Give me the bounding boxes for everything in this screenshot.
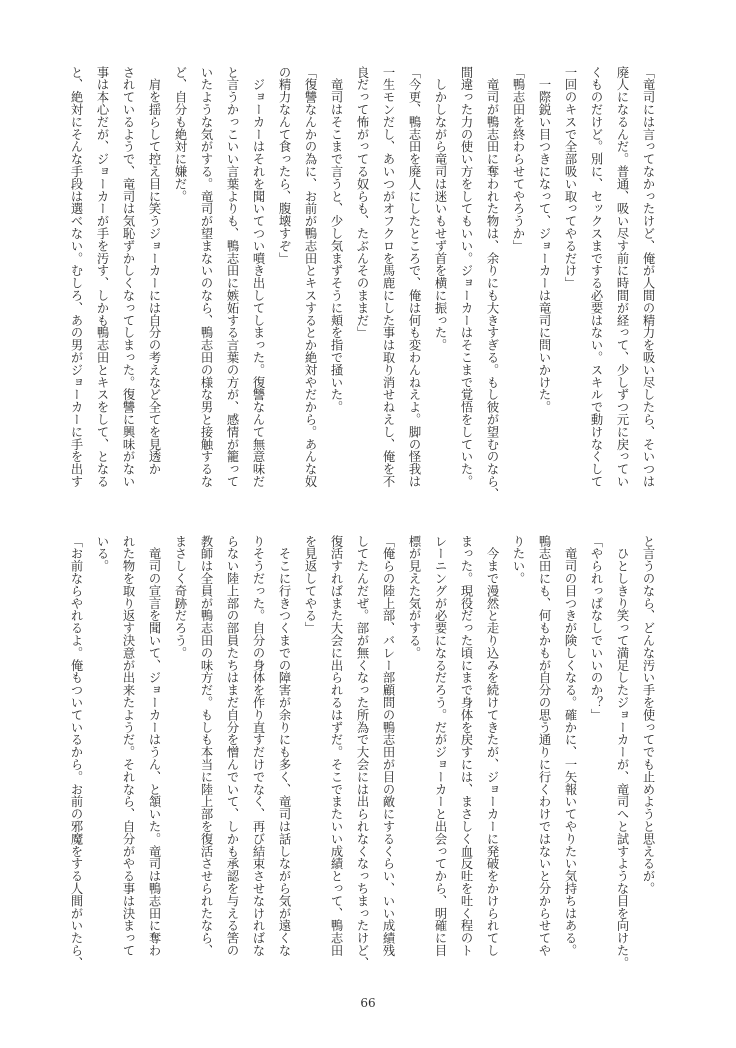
text-line: 「復讐なんかの為に、お前が鴨志田とキスするとか絶対やだから。あんな奴: [303, 66, 317, 488]
text-line: してたんだぜ。部が無くなった所為で大会には出られなくなっちまったけど、: [355, 535, 369, 969]
text-line: まさしく奇跡だろう。: [173, 535, 187, 659]
text-line: しかしながら竜司は迷いもせず首を横に振った。: [433, 66, 447, 352]
text-line: そこに行きつくまでの障害が余りにも多く、竜司は話しながら気が遠くな: [277, 535, 291, 957]
text-line: ど、自分も絶対に嫌だ。: [173, 66, 187, 203]
text-line: 間違った力の使い方をしてもいい。ジョーカーはそこまで覚悟をしていた。: [459, 66, 473, 488]
text-line: されているようで、竜司は気恥ずかしくなってしまった。復讐に興味がない: [121, 66, 135, 488]
text-line: 事は本心だが、ジョーカーが手を汚す、しかも鴨志田とキスをして、となる: [95, 66, 109, 488]
text-line: 「やられっぱなしでいいのか？」: [589, 535, 603, 721]
text-line: を見返してやる」: [303, 535, 317, 635]
text-line: 竜司の宣言を聞いて、ジョーカーはうん、と頷いた。竜司は鴨志田に奪わ: [147, 535, 161, 957]
text-line: いたような気がする。竜司が望まないのなら、鴨志田の様な男と接触するな: [199, 66, 213, 488]
text-block-bottom: [63, 535, 661, 975]
text-line: 良だって怖がってる奴らも、たぶんそのままだ」: [355, 66, 369, 339]
text-line: らない陸上部の部員たちはまだ自分を憎んでいて、しかも承認を与える筈の: [225, 535, 239, 957]
text-line: くものだけど。別に、セックスまでする必要はない。スキルで動けなくして: [589, 66, 603, 488]
text-line: 竜司の目つきが険しくなる。確かに、一矢報いてやりたい気持ちはある。: [563, 535, 577, 957]
text-line: 一際鋭い目つきになって、ジョーカーは竜司に問いかけた。: [537, 66, 551, 414]
text-line: 竜司はそこまで言うと、少し気まずそうに頬を指で掻いた。: [329, 66, 343, 414]
text-line: と言うのなら、どんな汚い手を使ってでも止めようと思えるが。: [641, 535, 655, 895]
text-line: いる。: [95, 535, 109, 573]
text-line: 教師は全員が鴨志田の味方だ。もしも本当に陸上部を復活させられたなら、: [199, 535, 213, 957]
text-line: 標が見えた気がする。: [407, 535, 421, 659]
page-number: 66: [360, 996, 376, 1010]
text-line: 竜司が鴨志田に奪われた物は、余りにも大きすぎる。もし彼が望むのなら、: [485, 66, 499, 500]
text-line: と言うかっこいい言葉よりも、鴨志田に嫉妬する言葉の方が、感情が籠って: [225, 66, 239, 488]
text-line: の精力なんて食ったら、腹壊すぞ」: [277, 66, 291, 265]
text-line: ひとしきり笑って満足したジョーカーが、竜司へと試すような目を向けた。: [615, 535, 629, 969]
text-line: 一生モンだし、あいつがオフクロを馬鹿にした事は取り消せねえし、俺を不: [381, 66, 395, 488]
text-line: と、絶対にそんな手段は選べない。むしろ、あの男がジョーカーに手を出す: [69, 66, 83, 488]
text-line: 「今更、鴨志田を廃人にしたところで、俺は何も変わんねえよ。脚の怪我は: [407, 66, 421, 488]
text-block-top: [63, 66, 661, 500]
text-line: 「お前ならやれるよ。俺もついているから。お前の邪魔をする人間がいたら、: [69, 535, 83, 969]
text-line: 「竜司には言ってなかったけど、俺が人間の精力を吸い尽したら、そいつは: [641, 66, 655, 488]
text-line: レーニングが必要になるだろう。だがジョーカーと出会ってから、明確に目: [433, 535, 447, 957]
text-line: 廃人になるんだ。普通、吸い尽す前に時間が経って、少しずつ元に戻ってい: [615, 66, 629, 488]
text-line: りたい。: [511, 535, 525, 585]
text-line: 「俺らの陸上部、バレー部顧問の鴨志田が目の敵にするくらい、いい成績残: [381, 535, 395, 957]
text-line: 鴨志田にも、何もかもが自分の思う通りに行くわけではないと分からせてや: [537, 535, 551, 957]
text-line: 復活すればまた大会に出られるはずだ。そこでまたいい成績とって、鴨志田: [329, 535, 343, 957]
text-line: れた物を取り返す決意が出来たようだ。それなら、自分がやる事は決まって: [121, 535, 135, 957]
text-line: まった。現役だった頃にまで身体を戻すには、まさしく血反吐を吐く程のト: [459, 535, 473, 957]
text-line: 今まで漫然と走り込みを続けてきたが、ジョーカーに発破をかけられてし: [485, 535, 499, 957]
text-line: 一回のキスで全部吸い取ってやるだけ」: [563, 66, 577, 290]
text-line: 肩を揺らして控え目に笑うジョーカーには自分の考えなど全てを見透か: [147, 66, 161, 476]
text-line: ジョーカーはそれを聞いてつい噴き出してしまった。復讐なんて無意味だ: [251, 66, 265, 488]
text-line: 「鴨志田を終わらせてやろうか」: [511, 66, 525, 252]
text-line: りそうだった。自分の身体を作り直すだけでなく、再び結束させなければな: [251, 535, 265, 957]
